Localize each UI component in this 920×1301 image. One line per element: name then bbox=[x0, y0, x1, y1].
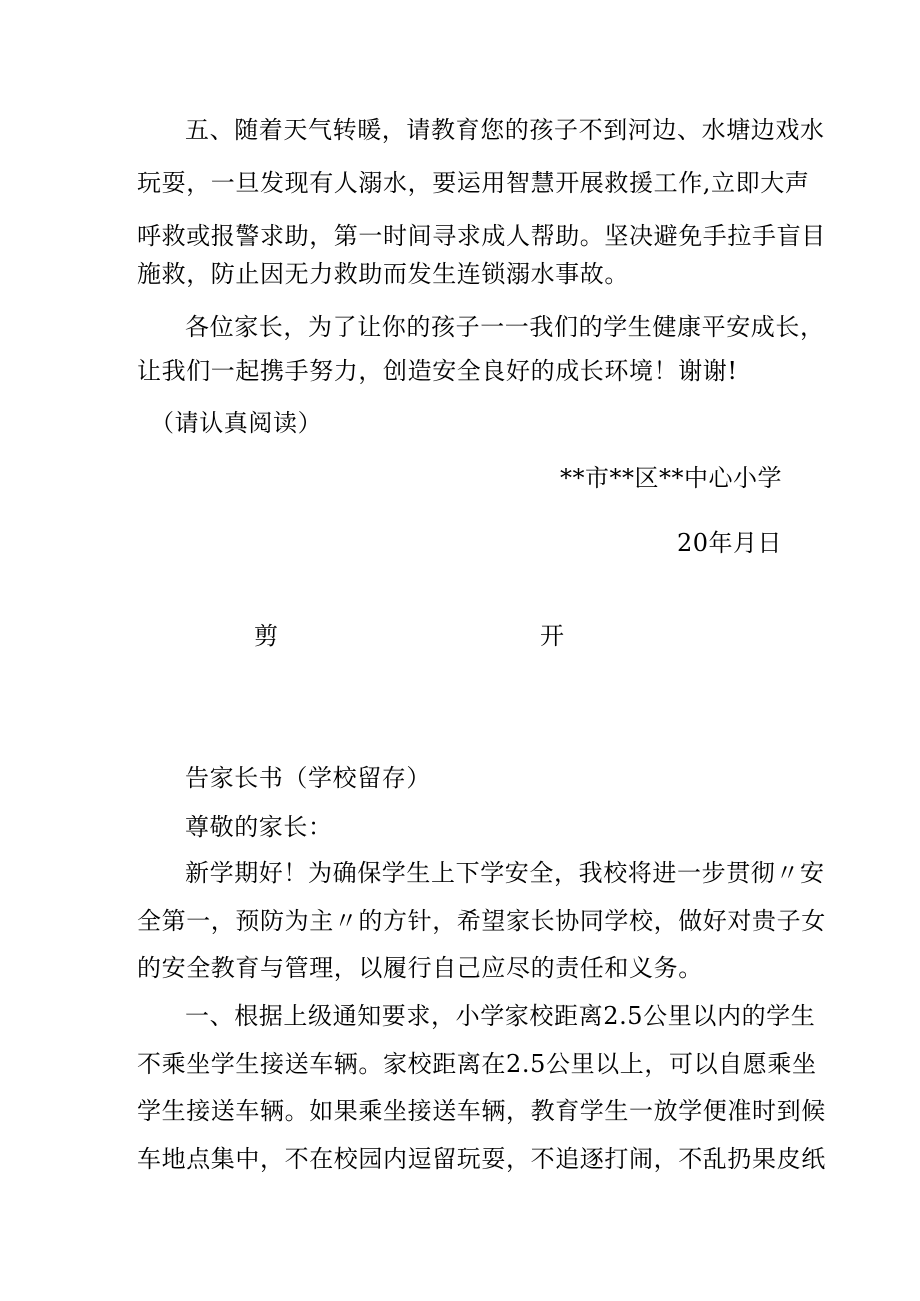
cut-mark-right: 开 bbox=[540, 622, 564, 650]
paragraph-line: 五、随着天气转暖，请教育您的孩子不到河边、水塘边戏水 bbox=[185, 116, 825, 144]
letter-salutation: 尊敬的家长： bbox=[185, 813, 333, 841]
paragraph-line: 各位家长，为了让你的孩子一一我们的学生健康平安成长， bbox=[185, 313, 825, 341]
paragraph-line: 车地点集中，不在校园内逗留玩耍，不追逐打闹，不乱扔果皮纸 bbox=[137, 1145, 826, 1173]
paragraph-line: 一、根据上级通知要求，小学家校距离2.5公里以内的学生 bbox=[185, 1002, 816, 1030]
paragraph-line: 玩耍，一旦发现有人溺水，要运用智慧开展救援工作,立即大声 bbox=[137, 169, 810, 197]
paragraph-line: 的安全教育与管理，以履行自己应尽的责任和义务。 bbox=[137, 954, 703, 982]
paragraph-line: 呼救或报警求助，第一时间寻求成人帮助。坚决避免手拉手盲目 bbox=[137, 222, 826, 250]
paragraph-line: 学生接送车辆。如果乘坐接送车辆，教育学生一放学便准时到候 bbox=[137, 1097, 826, 1125]
paragraph-line: 施救，防止因无力救助而发生连锁溺水事故。 bbox=[137, 260, 629, 288]
cut-mark-left: 剪 bbox=[254, 622, 278, 650]
paragraph-line: 不乘坐学生接送车辆。家校距离在2.5公里以上，可以自愿乘坐 bbox=[137, 1050, 817, 1078]
read-note: （请认真阅读） bbox=[150, 409, 323, 437]
paragraph-line: 全第一，预防为主〃的方针，希望家长协同学校，做好对贵子女 bbox=[137, 907, 826, 935]
letter-title: 告家长书（学校留存） bbox=[185, 764, 431, 792]
signature-date: 20年月日 bbox=[676, 529, 782, 557]
paragraph-line: 新学期好！为确保学生上下学安全，我校将进一步贯彻〃安 bbox=[185, 859, 825, 887]
school-signature: **市**区**中心小学 bbox=[560, 464, 782, 492]
paragraph-line: 让我们一起携手努力，创造安全良好的成长环境！谢谢! bbox=[137, 357, 738, 385]
